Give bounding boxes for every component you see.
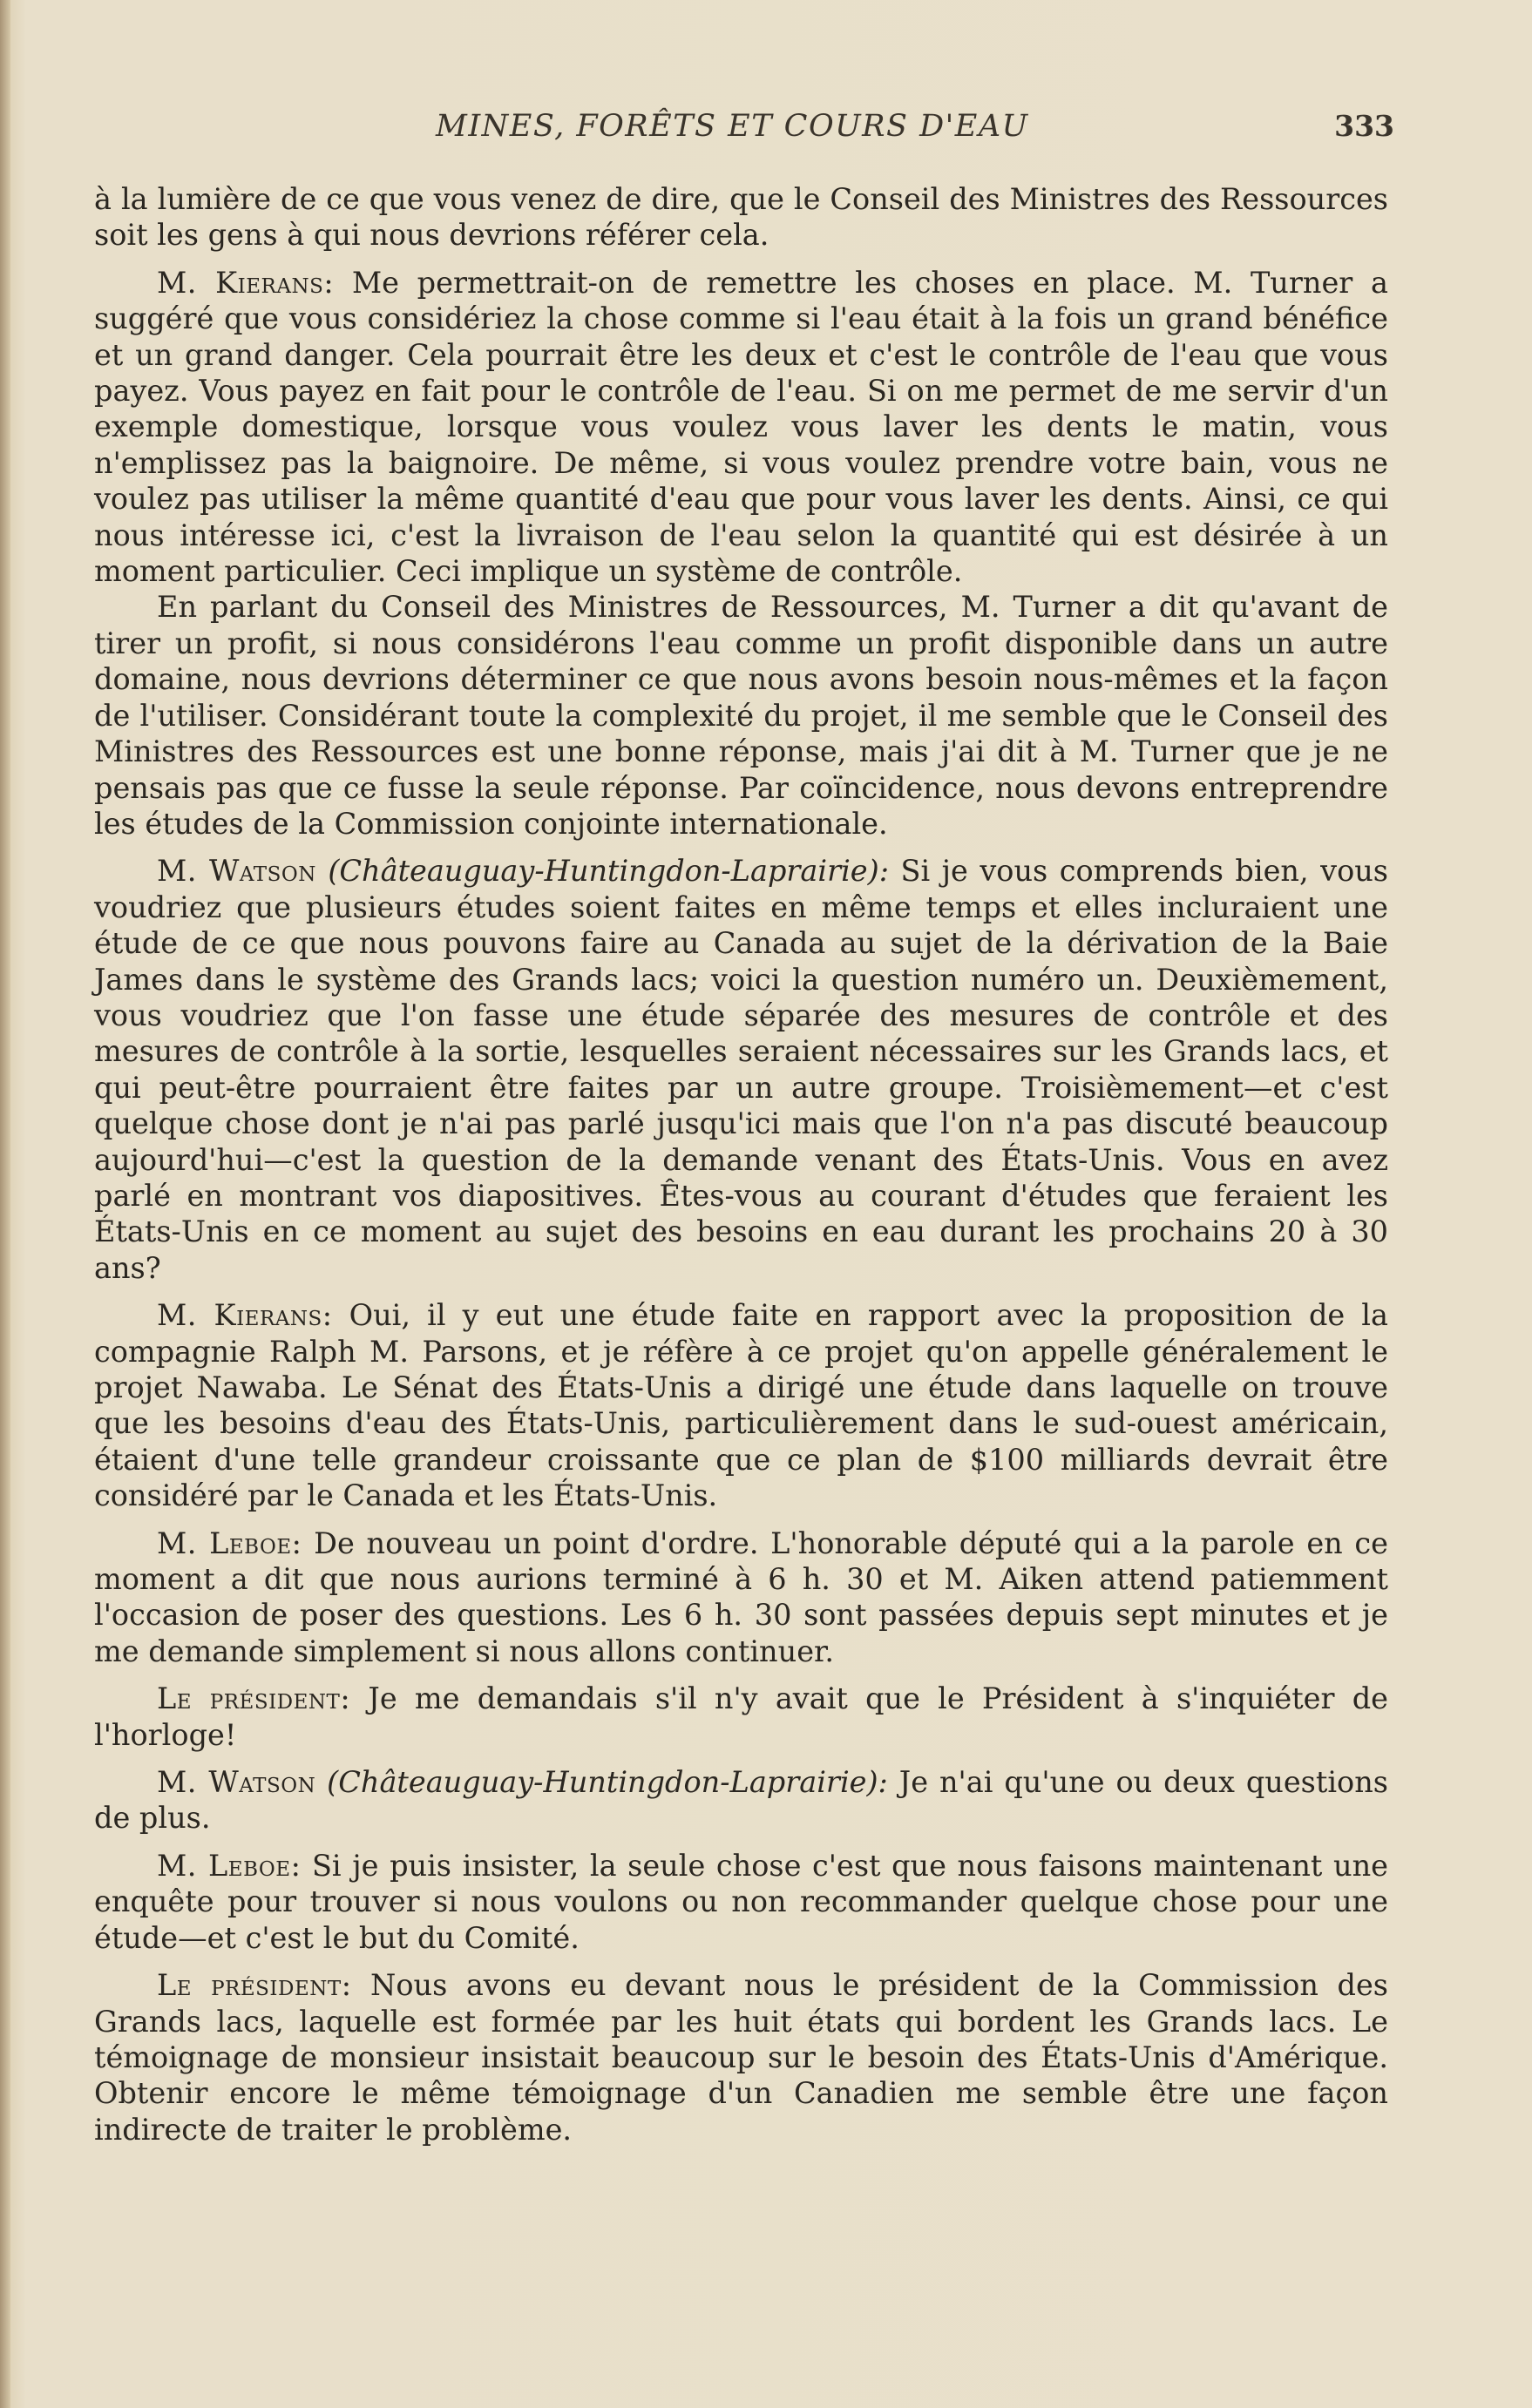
paragraph-text: De nouveau un point d'ordre. L'honorable député qui a la parole en ce moment a dit que nous aurions terminé à 6 h. 30 et M. Aiken attend patiemment l'occasion de poser des questions. Les 6 h. 30 sont passées depuis sept minutes et je me demande simplement si nous allons continuer. [94, 1525, 1388, 1668]
speaker-riding: (Châteauguay-Huntingdon-Laprairie): [315, 1765, 888, 1800]
speaker-name: M. Leboe: [157, 1525, 302, 1560]
speaker-name: M. Kierans: [157, 1298, 333, 1333]
paragraph [94, 1297, 1388, 1513]
paragraph [94, 1967, 1388, 2148]
running-header [436, 109, 1394, 152]
paragraph [94, 181, 1388, 254]
paragraph-text: Oui, il y eut une étude faite en rapport avec la proposition de la compagnie Ralph M. Parsons, et je réfère à ce projet qu'on appelle généralement le projet Nawaba. Le Sénat des États-Unis a dirigé une étude dans laquelle on trouve que les besoins d'eau des États-Unis, particulièrement dans le sud-ouest américain, étaient d'une telle grandeur croissante que ce plan de $100 milliards devrait être considéré par le Canada et les États-Unis. [94, 1298, 1388, 1513]
paragraph [94, 1764, 1388, 1836]
speaker-name: M. Kierans: [157, 265, 335, 300]
paragraph-text: Nous avons eu devant nous le président de la Commission des Grands lacs, laquelle est formée par les huit états qui bordent les Grands lacs. Le témoignage de monsieur insistait beaucoup sur le besoin des États-Unis d'Amérique. Obtenir encore le même témoignage d'un Canadien me semble être une façon indirecte de traiter le problème. [94, 1968, 1388, 2147]
speaker-name: M. Watson [157, 1765, 316, 1800]
paragraph-text: Je n'ai qu'une ou deux questions de plus. [94, 1765, 1388, 1836]
page-binding-edge [0, 0, 10, 2408]
paragraph [94, 1848, 1388, 1956]
paragraph [94, 589, 1388, 842]
paragraph-text: Si je puis insister, la seule chose c'est que nous faisons maintenant une enquête pour trouver si nous voulons ou non recommander quelque chose pour une étude—et c'est le but du Comité. [94, 1848, 1388, 1955]
speaker-name: Le président: [157, 1681, 351, 1716]
speaker-name: Le président: [157, 1968, 352, 2003]
speaker-riding: (Châteauguay-Huntingdon-Laprairie): [315, 854, 889, 889]
paragraph-text: à la lumière de ce que vous venez de dire, que le Conseil des Ministres des Ressources soit les gens à qui nous devrions référer cela. [94, 182, 1388, 253]
paragraph [94, 1681, 1388, 1753]
paragraph-text: Si je vous comprends bien, vous voudriez que plusieurs études soient faites en même temps et elles incluraient une étude de ce que nous pouvons faire au Canada au sujet de la dérivation de la Baie James dans le système des Grands lacs; voici la question numéro un. Deuxièmement, vous voudriez que l'on fasse une étude séparée des mesures de contrôle et des mesures de contrôle à la sortie, lesquelles seraient nécessaires sur les Grands lacs, et qui peut-être pourraient être faites par un autre groupe. Troisièmement—et c'est quelque chose dont je n'ai pas parlé jusqu'ici mais que l'on n'a pas discuté beaucoup aujourd'hui—c'est la question de la demande venant des États-Unis. Vous en avez parlé en montrant vos diapositives. Êtes-vous au courant d'études que feraient les États-Unis en ce moment au sujet des besoins en eau durant les prochains 20 à 30 ans? [94, 854, 1388, 1285]
body-text [94, 181, 1388, 2159]
running-header-title: MINES, FORÊTS ET COURS D'EAU [436, 109, 1029, 144]
paragraph [94, 853, 1388, 1286]
speaker-name: M. Watson [157, 854, 316, 889]
page-number: 333 [1334, 109, 1394, 143]
paragraph-text: En parlant du Conseil des Ministres de Ressources, M. Turner a dit qu'avant de tirer un profit, si nous considérons l'eau comme un profit disponible dans un autre domaine, nous devrions déterminer ce que nous avons besoin nous-mêmes et la façon de l'utiliser. Considérant toute la complexité du projet, il me semble que le Conseil des Ministres des Ressources est une bonne réponse, mais j'ai dit à M. Turner que je ne pensais pas que ce fusse la seule réponse. Par coïncidence, nous devons entreprendre les études de la Commission conjointe internationale. [94, 590, 1388, 841]
paragraph [94, 1525, 1388, 1670]
paragraph [94, 265, 1388, 590]
paragraph-text: Me permettrait-on de remettre les choses en place. M. Turner a suggéré que vous considériez la chose comme si l'eau était à la fois un grand bénéfice et un grand danger. Cela pourrait être les deux et c'est le contrôle de l'eau que vous payez. Vous payez en fait pour le contrôle de l'eau. Si on me permet de me servir d'un exemple domestique, lorsque vous voulez vous laver les dents le matin, vous n'emplissez pas la baignoire. De même, si vous voulez prendre votre bain, vous ne voulez pas utiliser la même quantité d'eau que pour vous laver les dents. Ainsi, ce qui nous intéresse ici, c'est la livraison de l'eau selon la quantité qui est désirée à un moment particulier. Ceci implique un système de contrôle. [94, 265, 1388, 589]
paragraph-text: Je me demandais s'il n'y avait que le Président à s'inquiéter de l'horloge! [94, 1681, 1388, 1752]
speaker-name: M. Leboe: [157, 1848, 302, 1883]
